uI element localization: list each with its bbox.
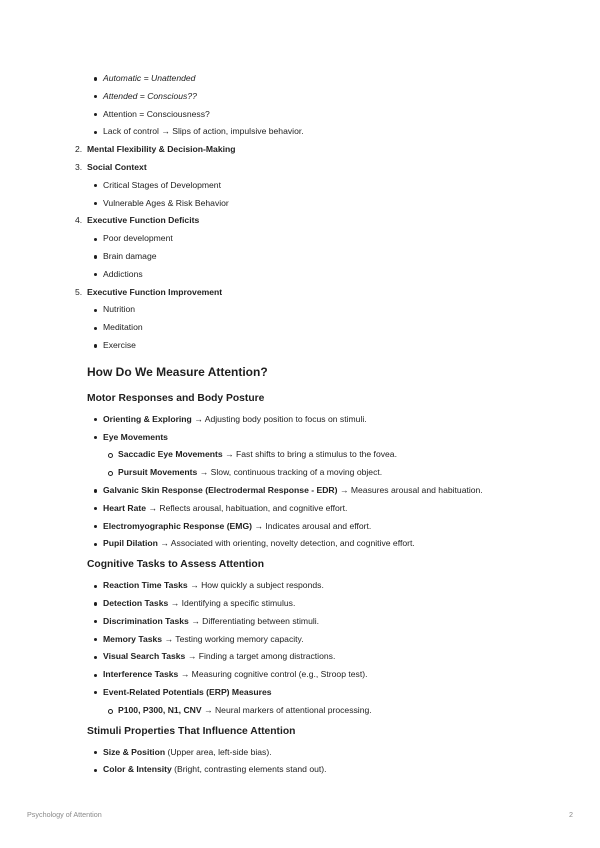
item-title: Social Context <box>87 161 147 172</box>
term: Reaction Time Tasks <box>103 580 188 591</box>
description: (Bright, contrasting elements stand out). <box>171 764 327 775</box>
list-item-text: Nutrition <box>103 304 135 315</box>
item-title: Executive Function Deficits <box>87 215 200 226</box>
description: → Indicates arousal and effort. <box>252 520 372 531</box>
list-item <box>0 266 600 284</box>
list-item <box>0 123 600 141</box>
list-item <box>0 230 600 248</box>
document-body <box>0 70 600 779</box>
list-item-text: Meditation <box>103 322 143 333</box>
item-number: 2. <box>75 144 83 155</box>
item-title: Executive Function Improvement <box>87 286 223 297</box>
list-item <box>0 666 600 684</box>
description: → Fast shifts to bring a stimulus to the fovea. <box>222 449 397 460</box>
description: → Differentiating between stimuli. <box>188 615 320 626</box>
list-item <box>0 595 600 613</box>
term: Pursuit Movements <box>118 467 198 478</box>
subsection-heading: Stimuli Properties That Influence Attention <box>87 725 296 737</box>
term: Orienting & Exploring <box>103 413 192 424</box>
list-item-text: Automatic = Unattended <box>103 73 196 83</box>
list-item-text: Critical Stages of Development <box>103 179 221 190</box>
list-item <box>0 88 600 106</box>
list-item <box>0 429 600 447</box>
description: → Testing working memory capacity. <box>162 633 304 644</box>
term: Interference Tasks <box>103 669 179 680</box>
description: → How quickly a subject responds. <box>187 580 324 591</box>
list-item <box>0 70 600 88</box>
term: Pupil Dilation <box>103 538 158 549</box>
term: Saccadic Eye Movements <box>118 449 223 460</box>
list-item-text: Attention = Consciousness? <box>103 108 210 119</box>
term: Galvanic Skin Response (Electrodermal Response - EDR) <box>103 484 338 495</box>
description: → Identifying a specific stimulus. <box>168 597 296 608</box>
list-item-text: Exercise <box>103 339 136 350</box>
term: Memory Tasks <box>103 633 163 644</box>
description: (Upper area, left-side bias). <box>165 746 272 757</box>
term: Size & Position <box>103 746 166 757</box>
term: Visual Search Tasks <box>103 651 186 662</box>
list-item <box>0 631 600 649</box>
item-number: 3. <box>75 161 83 172</box>
list-item <box>0 613 600 631</box>
list-item <box>0 301 600 319</box>
list-item <box>0 177 600 195</box>
description: → Measuring cognitive control (e.g., Stroop test). <box>178 669 368 680</box>
list-item <box>0 518 600 536</box>
term: Eye Movements <box>103 431 168 442</box>
list-item <box>0 500 600 518</box>
term: Discrimination Tasks <box>103 615 189 626</box>
list-item <box>0 411 600 429</box>
numbered-item <box>0 212 600 230</box>
list-item-text: Brain damage <box>103 250 157 261</box>
list-item <box>0 744 600 762</box>
list-item <box>0 535 600 553</box>
list-item <box>0 106 600 124</box>
list-item <box>0 337 600 355</box>
item-number: 5. <box>75 286 83 297</box>
footer-title: Psychology of Attention <box>27 810 102 819</box>
description: → Measures arousal and habituation. <box>337 484 483 495</box>
list-item <box>0 648 600 666</box>
list-item-text: Attended = Conscious?? <box>103 90 197 101</box>
list-item <box>0 577 600 595</box>
term: Heart Rate <box>103 502 146 513</box>
term: P100, P300, N1, CNV <box>118 704 202 715</box>
subsection-heading: Cognitive Tasks to Assess Attention <box>87 559 264 571</box>
description: → Adjusting body position to focus on stimuli. <box>191 413 367 424</box>
list-item <box>0 319 600 337</box>
page-number: 2 <box>569 810 573 819</box>
term: Color & Intensity <box>103 764 172 775</box>
list-item-text: Poor development <box>103 233 173 244</box>
list-item-text: Addictions <box>103 268 143 279</box>
sub-list-item <box>0 464 600 482</box>
list-item <box>0 195 600 213</box>
description: → Associated with orienting, novelty detection, and cognitive effort. <box>157 538 415 549</box>
list-item <box>0 248 600 266</box>
page-footer <box>27 810 573 819</box>
item-number: 4. <box>75 215 83 226</box>
item-title: Mental Flexibility & Decision-Making <box>87 144 236 155</box>
term: Event-Related Potentials (ERP) Measures <box>103 686 272 697</box>
term: Detection Tasks <box>103 597 169 608</box>
subsection-heading: Motor Responses and Body Posture <box>87 392 265 404</box>
list-item <box>0 761 600 779</box>
numbered-item <box>0 284 600 302</box>
sub-list-item <box>0 446 600 464</box>
sub-list-item <box>0 702 600 720</box>
description: → Neural markers of attentional processing. <box>201 704 372 715</box>
description: → Slow, continuous tracking of a moving object. <box>197 467 383 478</box>
numbered-item <box>0 159 600 177</box>
numbered-item <box>0 141 600 159</box>
term: Electromyographic Response (EMG) <box>103 520 252 531</box>
list-item <box>0 684 600 702</box>
list-item-text: Vulnerable Ages & Risk Behavior <box>103 197 229 208</box>
list-item <box>0 482 600 500</box>
list-item-text: Lack of control → Slips of action, impulsive behavior. <box>103 126 304 137</box>
description: → Finding a target among distractions. <box>185 651 336 662</box>
description: → Reflects arousal, habituation, and cognitive effort. <box>146 502 348 513</box>
section-heading: How Do We Measure Attention? <box>87 364 268 379</box>
